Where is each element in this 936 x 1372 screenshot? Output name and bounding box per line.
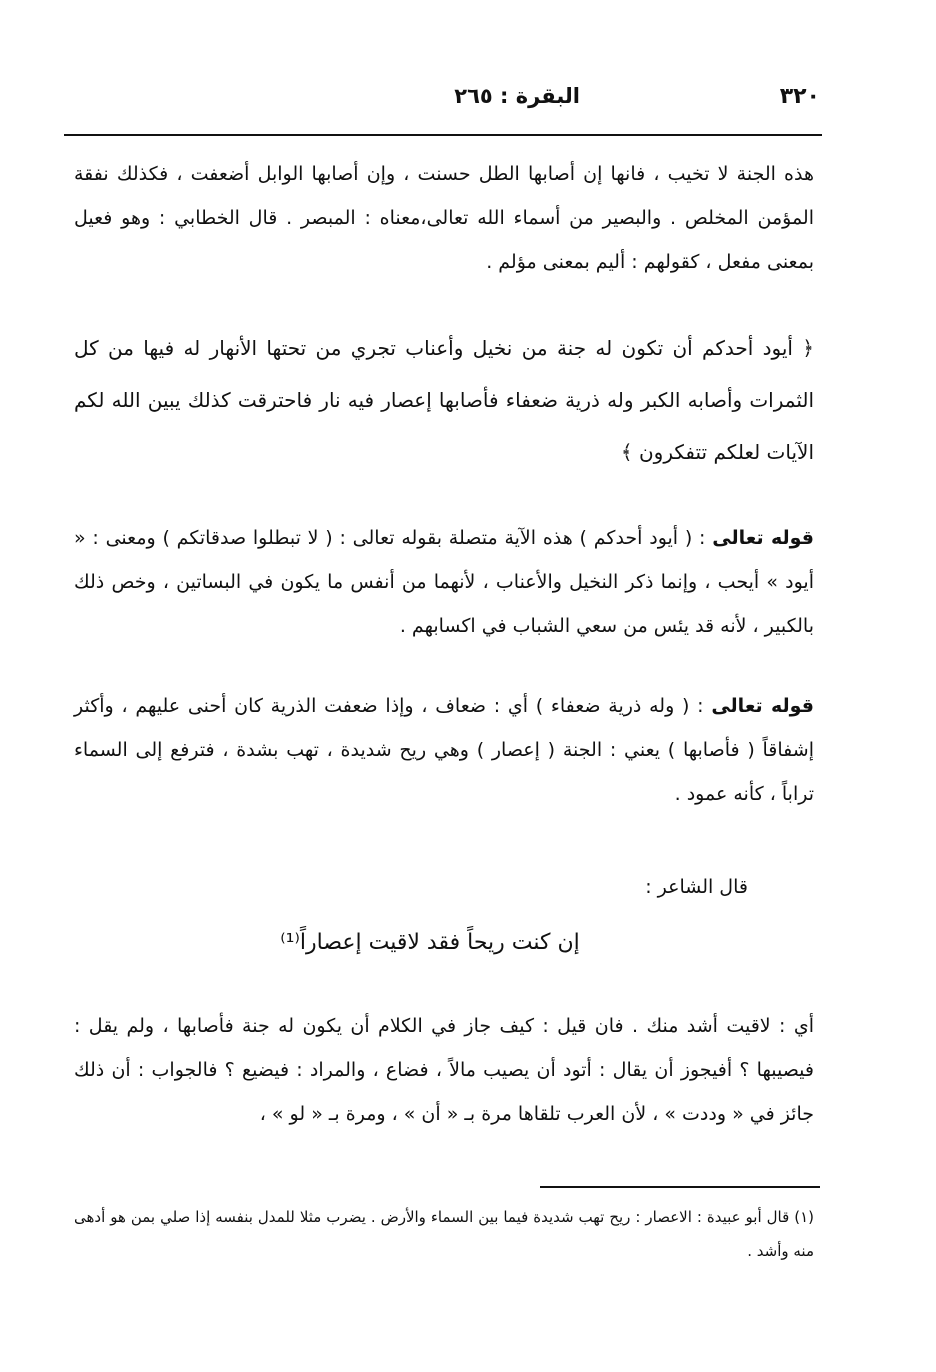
poetry-intro: قال الشاعر : [645,876,748,898]
paragraph-text: : ( وله ذرية ضعفاء ) أي : ضعاف ، وإذا ضعفت الذرية كان أحنى عليهم ، وأكثر إشفاقاً ( فأصابها ) يعني : الجنة ( إعصار ) وهي ريح شديدة ، تهب بشدة ، فترفع إلى السماء تراباً ، كأنه عمود . [74,695,814,805]
paragraph-commentary-4: أي : لاقيت أشد منك . فان قيل : كيف جاز في الكلام أن يكون له جنة فأصابها ، ولم يقل : فيصيبها ؟ أفيجوز أن يقال : أتود أن يصيب مالاً ، فضاع ، والمراد : فيضيع ؟ فالجواب : أن ذلك جائز في « وددت » ، لأن العرب تلقاها مرة بـ « أن » ، ومرة بـ « لو » ، [74,1015,814,1125]
commentary-term: قوله تعالى [712,527,814,549]
page-number: ٣٢٠ [779,84,820,109]
footnote: (١) قال أبو عبيدة : الاعصار : ريح تهب شديدة فيما بين السماء والأرض . يضرب مثلا للمدل بنفسه إذا صلي بمن هو أدهى منه وأشد . [74,1208,814,1260]
quran-verse: ﴿ أيود أحدكم أن تكون له جنة من نخيل وأعناب تجري من تحتها الأنهار له فيها من كل الثمرات وأصابه الكبر وله ذرية ضعفاء فأصابها إعصار فيه نار فاحترقت كذلك يبين الله لكم الآيات لعلكم تتفكرون ﴾ [74,336,814,464]
paragraph-commentary-1: هذه الجنة لا تخيب ، فانها إن أصابها الطل حسنت ، وإن أصابها الوابل أضعفت ، فكذلك نفقة المؤمن المخلص . والبصير من أسماء الله تعالى،معناه : المبصر . قال الخطابي : وهو فعيل بمعنى مفعل ، كقولهم : أليم بمعنى مؤلم . [74,163,814,273]
paragraph-text: : ( أيود أحدكم ) هذه الآية متصلة بقوله تعالى : ( لا تبطلوا صدقاتكم ) ومعنى : « أيود » أيحب ، وإنما ذكر النخيل والأعناب ، لأنهما من أنفس ما يكون في البساتين ، وخص ذلك بالكبير ، لأنه قد يئس من سعي الشباب في اكسابهم . [74,527,814,637]
paragraph-commentary-2 [74,516,814,648]
paragraph-commentary-3 [74,684,814,816]
poetry-line: إن كنت ريحاً فقد لاقيت إعصاراً⁽¹⁾ [280,930,580,955]
header-rule [64,134,822,136]
page-header [60,84,820,120]
running-title: البقرة : ٢٦٥ [454,84,580,108]
footnote-rule [540,1186,820,1188]
commentary-term: قوله تعالى [711,695,815,717]
